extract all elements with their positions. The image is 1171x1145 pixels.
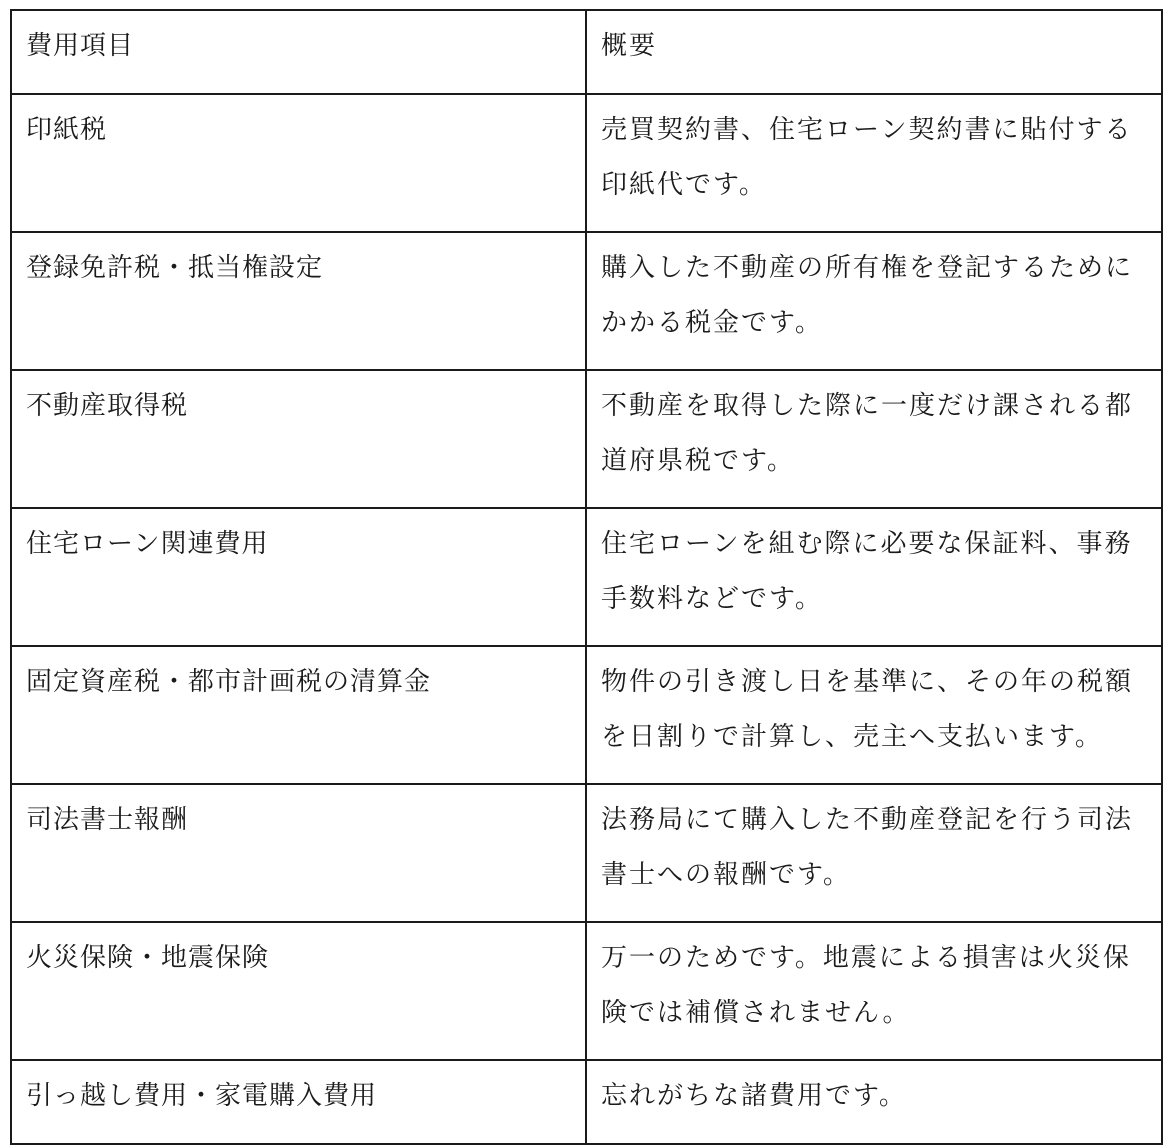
description-cell: 売買契約書、住宅ローン契約書に貼付する印紙代です。 xyxy=(586,94,1162,232)
cost-item-cell: 登録免許税・抵当権設定 xyxy=(11,232,586,370)
description-cell: 不動産を取得した際に一度だけ課される都道府県税です。 xyxy=(586,370,1162,508)
cost-item-cell: 固定資産税・都市計画税の清算金 xyxy=(11,646,586,784)
table-row xyxy=(11,646,1162,784)
cost-item-cell: 火災保険・地震保険 xyxy=(11,922,586,1060)
table-row xyxy=(11,370,1162,508)
description-cell: 忘れがちな諸費用です。 xyxy=(586,1060,1162,1144)
description-cell: 住宅ローンを組む際に必要な保証料、事務手数料などです。 xyxy=(586,508,1162,646)
table-header-row xyxy=(11,10,1162,94)
header-summary: 概要 xyxy=(586,10,1162,94)
description-cell: 購入した不動産の所有権を登記するためにかかる税金です。 xyxy=(586,232,1162,370)
cost-table xyxy=(10,9,1163,1145)
table-row xyxy=(11,94,1162,232)
cost-item-cell: 印紙税 xyxy=(11,94,586,232)
table-row xyxy=(11,922,1162,1060)
cost-item-cell: 住宅ローン関連費用 xyxy=(11,508,586,646)
table-row xyxy=(11,232,1162,370)
cost-item-cell: 不動産取得税 xyxy=(11,370,586,508)
header-cost-item: 費用項目 xyxy=(11,10,586,94)
description-cell: 法務局にて購入した不動産登記を行う司法書士への報酬です。 xyxy=(586,784,1162,922)
description-cell: 万一のためです。地震による損害は火災保険では補償されません。 xyxy=(586,922,1162,1060)
table-row xyxy=(11,1060,1162,1144)
description-cell: 物件の引き渡し日を基準に、その年の税額を日割りで計算し、売主へ支払います。 xyxy=(586,646,1162,784)
cost-item-cell: 引っ越し費用・家電購入費用 xyxy=(11,1060,586,1144)
cost-item-cell: 司法書士報酬 xyxy=(11,784,586,922)
table-row xyxy=(11,784,1162,922)
table-row xyxy=(11,508,1162,646)
